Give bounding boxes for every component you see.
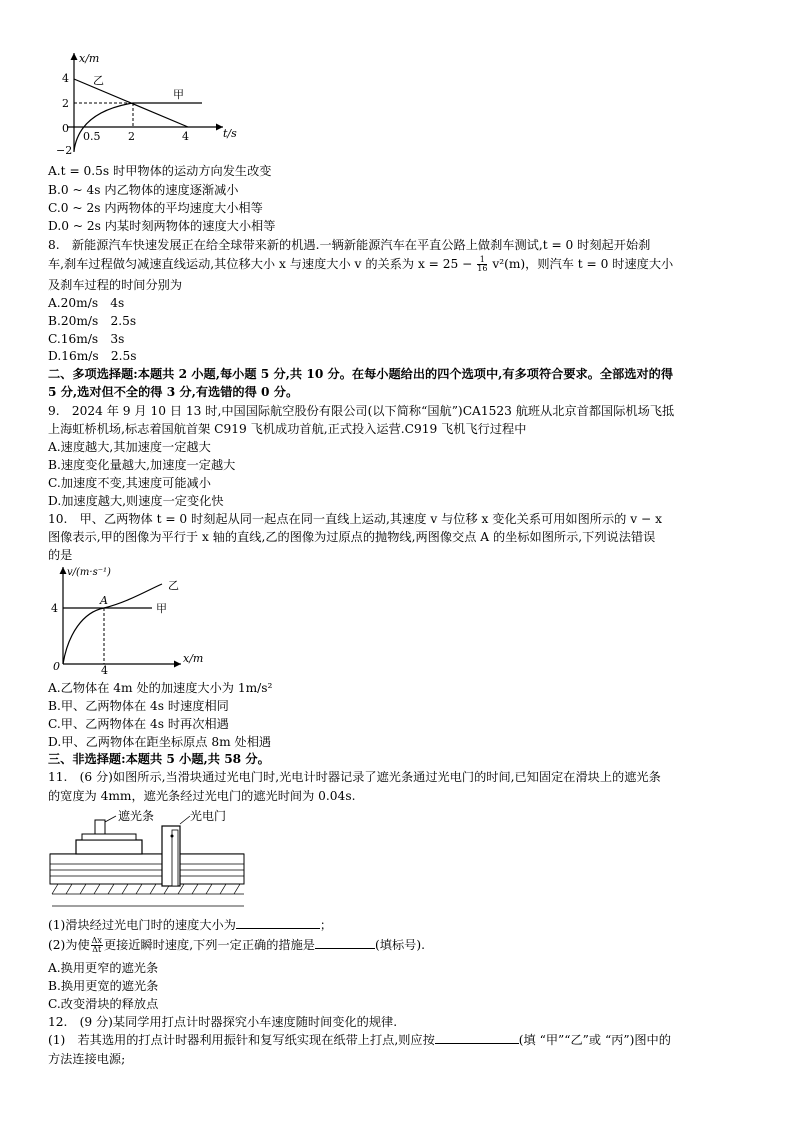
q9-option-c: C.加速度不变,其速度可能减小 — [48, 476, 211, 490]
photogate-figure — [48, 806, 248, 914]
q11-fraction — [91, 937, 103, 954]
q11-sub1 — [48, 916, 332, 934]
q7-option-b: B.0 ~ 4s 内乙物体的速度逐渐减小 — [48, 183, 239, 197]
q8-option-c: C.16m/s 3s — [48, 332, 125, 346]
x-tick-4: 4 — [182, 130, 189, 143]
q11-option-c: C.改变滑块的释放点 — [48, 997, 159, 1011]
v-x-graph — [48, 562, 218, 674]
q7-option-a: A.t = 0.5s 时甲物体的运动方向发生改变 — [48, 164, 272, 178]
q11-sub1-end: ； — [319, 918, 333, 932]
section2-header-line2: 5 分,选对但不全的得 3 分,有选错的得 0 分。 — [48, 385, 299, 399]
photogate-side — [172, 830, 178, 886]
q12-stem-line3: 方法连接电源; — [48, 1052, 126, 1066]
y-tick-2: 2 — [62, 97, 69, 110]
q8-fraction — [477, 256, 487, 273]
q11-option-a: A.换用更窄的遮光条 — [48, 961, 159, 975]
q7-option-d: D.0 ~ 2s 内某时刻两物体的速度大小相等 — [48, 219, 276, 233]
q8-fraction-num: 1 — [477, 256, 487, 265]
slider-block — [76, 840, 142, 854]
q12-answer-blank[interactable] — [435, 1031, 519, 1044]
q11-option-b: B.换用更宽的遮光条 — [48, 979, 159, 993]
y-tick-0: 0 — [62, 122, 69, 135]
gate-pointer — [180, 816, 190, 824]
shading-strip — [95, 820, 105, 834]
q11-stem-line2: 的宽度为 4mm，遮光条经过光电门的遮光时间为 0.04s. — [48, 789, 356, 803]
q8-stem-line1: 8. 新能源汽车快速发展正在给全球带来新的机遇.一辆新能源汽车在平直公路上做刹车测试,t = 0 时刻起开始刹 — [48, 238, 651, 252]
q9-stem-line1: 9. 2024 年 9 月 10 日 13 时,中国国际航空股份有限公司(以下简称“国航”)CA1523 航班从北京首都国际机场飞抵 — [48, 404, 675, 418]
y-tick-4: 4 — [62, 72, 69, 85]
y-tick-neg2: −2 — [56, 144, 73, 157]
label-yi: 乙 — [168, 579, 179, 592]
q12-line2-b: (填 “甲”“乙”或 “丙”)图中的 — [518, 1033, 671, 1047]
q8-stem-line2 — [48, 255, 673, 273]
label-jia: 甲 — [173, 88, 184, 101]
label-photogate: 光电门 — [190, 809, 227, 823]
q8-option-b: B.20m/s 2.5s — [48, 314, 137, 328]
q10-option-c: C.甲、乙两物体在 4s 时再次相遇 — [48, 717, 229, 731]
q10-stem-line3: 的是 — [48, 548, 73, 562]
x-t-graph — [55, 50, 260, 160]
q10-option-b: B.甲、乙两物体在 4s 时速度相同 — [48, 699, 229, 713]
q11-stem-line1: 11. (6 分)如图所示,当滑块通过光电门时,光电计时器记录了遮光条通过光电门的时间,已知固定在滑块上的遮光条 — [48, 770, 661, 784]
strip-pointer — [105, 816, 116, 822]
q9-option-b: B.速度变化量越大,加速度一定越大 — [48, 458, 236, 472]
label-shading-strip: 遮光条 — [118, 809, 155, 823]
y-tick-4: 4 — [51, 602, 58, 615]
x-tick-2: 2 — [128, 130, 135, 143]
x-axis-label: x/m — [183, 652, 204, 665]
photogate-hole — [171, 835, 174, 838]
point-a-label: A — [100, 594, 108, 607]
x-tick-4: 4 — [101, 664, 108, 674]
q11-sub2-a: (2)为使 — [48, 938, 90, 952]
origin-label: 0 — [53, 660, 60, 673]
q11-sub1-answer-blank[interactable] — [236, 916, 320, 929]
q9-stem-line2: 上海虹桥机场,标志着国航首架 C919 飞机成功首航,正式投入运营.C919 飞机飞行过程中 — [48, 422, 527, 436]
x-tick-0.5: 0.5 — [83, 130, 101, 143]
y-axis-label: x/m — [79, 52, 100, 65]
q11-sub1-text: (1)滑块经过光电门时的速度大小为 — [48, 918, 236, 932]
label-jia: 甲 — [156, 602, 167, 615]
track-body — [50, 854, 244, 884]
q8-fraction-den: 16 — [477, 264, 488, 273]
q12-line2-a: (1) 若其选用的打点计时器利用振针和复写纸实现在纸带上打点,则应按 — [48, 1033, 435, 1047]
q10-stem-line2: 图像表示,甲的图像为平行于 x 轴的直线,乙的图像为过原点的抛物线,两图像交点 A 的坐标如图所示,下列说法错误 — [48, 530, 656, 544]
q10-option-a: A.乙物体在 4m 处的加速度大小为 1m/s² — [48, 681, 273, 695]
q9-option-a: A.速度越大,其加速度一定越大 — [48, 440, 211, 454]
q9-option-d: D.加速度越大,则速度一定变化快 — [48, 494, 224, 508]
y-axis-label: v/(m·s⁻¹) — [67, 567, 111, 578]
q10-option-d: D.甲、乙两物体在距坐标原点 8m 处相遇 — [48, 735, 272, 749]
q12-stem-line2 — [48, 1031, 671, 1049]
q11-fraction-den: Δt — [92, 945, 102, 954]
x-axis-label: t/s — [223, 127, 237, 140]
q8-stem-line2-b: v²(m)，则汽车 t = 0 时速度大小 — [492, 257, 674, 271]
section2-header-line1: 二、多项选择题:本题共 2 小题,每小题 5 分,共 10 分。在每小题给出的四个选项中,有多项符合要求。全部选对的得 — [48, 367, 674, 381]
curve-yi — [63, 584, 162, 664]
label-yi: 乙 — [93, 74, 104, 87]
q11-sub2 — [48, 936, 425, 954]
q11-sub2-answer-blank[interactable] — [315, 936, 375, 949]
q8-stem-line3: 及刹车过程的时间分别为 — [48, 278, 183, 292]
q8-stem-line2-a: 车,刹车过程做匀减速直线运动,其位移大小 x 与速度大小 v 的关系为 x = 25 − — [48, 257, 473, 271]
q11-fraction-num: Δx — [91, 936, 102, 945]
q8-option-d: D.16m/s 2.5s — [48, 349, 137, 363]
q8-option-a: A.20m/s 4s — [48, 296, 125, 310]
slider-top — [82, 834, 136, 840]
q7-option-c: C.0 ~ 2s 内两物体的平均速度大小相等 — [48, 201, 263, 215]
q12-stem-line1: 12. (9 分)某同学用打点计时器探究小车速度随时间变化的规律. — [48, 1015, 398, 1029]
q11-sub2-end: (填标号). — [375, 938, 425, 952]
q11-sub2-b: 更接近瞬时速度,下列一定正确的措施是 — [103, 938, 315, 952]
section3-header: 三、非选择题:本题共 5 小题,共 58 分。 — [48, 752, 270, 766]
q10-stem-line1: 10. 甲、乙两物体 t = 0 时刻起从同一起点在同一直线上运动,其速度 v 与位移 x 变化关系可用如图所示的 v − x — [48, 512, 662, 526]
